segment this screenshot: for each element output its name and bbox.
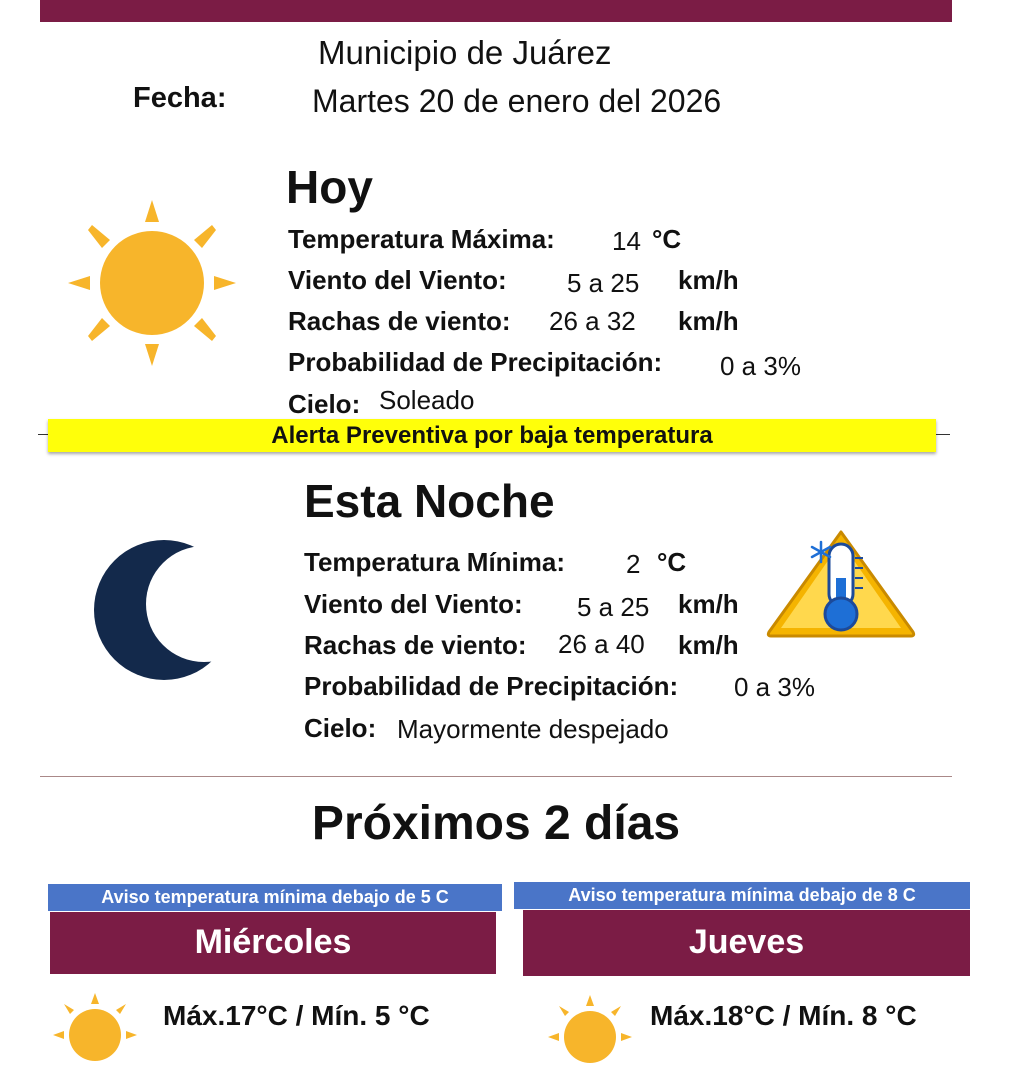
date-value: Martes 20 de enero del 2026	[312, 83, 722, 119]
cold-thermometer-warning-icon	[765, 528, 917, 640]
municipality-title: Municipio de Juárez	[318, 34, 612, 71]
wind-unit: km/h	[678, 589, 739, 619]
day-header-thursday: Jueves	[523, 910, 970, 976]
date-label: Fecha:	[133, 82, 227, 114]
gusts-value: 26 a 40	[558, 629, 645, 659]
sky-label: Cielo:	[304, 713, 377, 743]
sun-icon	[60, 190, 245, 375]
today-title: Hoy	[286, 161, 373, 213]
wind-label: Viento del Viento:	[304, 589, 523, 619]
temp-min-value: 2	[626, 549, 641, 579]
wind-value: 5 a 25	[567, 268, 640, 298]
low-temp-notice: Aviso temperatura mínima debajo de 8 C	[514, 882, 970, 909]
gusts-value: 26 a 32	[549, 306, 636, 336]
temp-min-label: Temperatura Mínima:	[304, 547, 566, 577]
sky-label: Cielo:	[288, 389, 361, 419]
gusts-unit: km/h	[678, 306, 739, 336]
temp-unit: °C	[652, 224, 682, 254]
precip-label: Probabilidad de Precipitación:	[288, 347, 663, 377]
tonight-title: Esta Noche	[304, 475, 555, 527]
sky-value: Mayormente despejado	[397, 714, 669, 744]
precip-value: 0 a 3%	[734, 672, 815, 702]
moon-icon	[92, 535, 227, 685]
day-header-wednesday: Miércoles	[50, 912, 496, 974]
gusts-label: Rachas de viento:	[288, 306, 511, 336]
max-min-temp: Máx.17°C / Mín. 5 °C	[163, 1000, 430, 1031]
sun-icon	[545, 992, 635, 1082]
max-min-temp: Máx.18°C / Mín. 8 °C	[650, 1000, 917, 1031]
next-days-title: Próximos 2 días	[311, 797, 681, 850]
wind-unit: km/h	[678, 265, 739, 295]
temp-max-value: 14	[612, 226, 641, 256]
sky-value: Soleado	[379, 385, 475, 415]
gusts-unit: km/h	[678, 630, 739, 660]
preventive-alert-banner	[48, 419, 936, 452]
wind-label: Viento del Viento:	[288, 265, 507, 295]
temp-unit: °C	[657, 547, 687, 577]
temp-max-label: Temperatura Máxima:	[288, 224, 555, 254]
gusts-label: Rachas de viento:	[304, 630, 527, 660]
sun-icon	[50, 990, 140, 1080]
top-banner	[40, 0, 952, 22]
precip-value: 0 a 3%	[720, 351, 801, 381]
alert-text: Alerta Preventiva por baja temperatura	[271, 422, 713, 449]
precip-label: Probabilidad de Precipitación:	[304, 671, 679, 701]
wind-value: 5 a 25	[577, 592, 650, 622]
low-temp-notice: Aviso temperatura mínima debajo de 5 C	[48, 884, 502, 911]
section-divider	[40, 776, 952, 777]
